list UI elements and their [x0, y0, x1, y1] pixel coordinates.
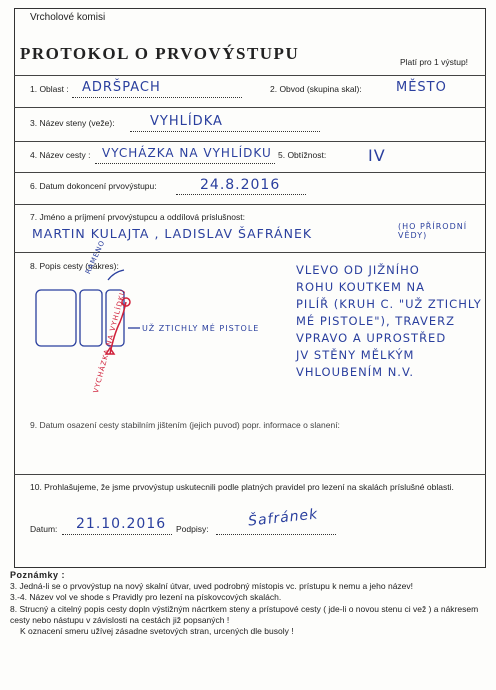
divider: [14, 75, 486, 76]
divider: [14, 172, 486, 173]
note-8b: K oznacení smeru užívej zásadne svetových stran, urcených dle busoly !: [20, 626, 294, 637]
field-4-label: 4. Název cesty :: [30, 150, 91, 160]
validity-note: Platí pro 1 výstup!: [400, 57, 469, 67]
route-description: [296, 262, 482, 381]
date-dots: [62, 534, 172, 535]
note-8: 8. Strucný a citelný popis cesty dopln výstižným nácrtkem steny a prístupové cesty ( jde-li o novou stenu ci vež ) a nákresem cesty nebo nástupu v závislosti na cestách již popsaných !: [10, 603, 479, 625]
sketch-label-rameno: RAMENO: [84, 238, 107, 276]
signature-label: Podpisy:: [176, 524, 209, 534]
org-name: Vrcholové komisi: [30, 12, 106, 23]
field-9-label: 9. Datum osazení cesty stabilním jištením (jejich puvod) popr. informace o slanení:: [30, 420, 340, 430]
note-3: 3. Jedná-li se o prvovýstup na nový skalní útvar, uved podrobný místopis vc. prístupu k nemu a jeho název!: [10, 581, 414, 592]
field-3-value: VYHLÍDKA: [150, 114, 223, 129]
field-7-note: (HO PŘÍRODNÍ VĚDY): [398, 222, 468, 240]
field-8-label: 8. Popis cesty (nákres):: [30, 261, 119, 271]
field-7-label: 7. Jméno a príjmení prvovýstupcu a oddílová príslušnost:: [30, 212, 245, 222]
rock-block-left: [36, 290, 76, 346]
field-6-value: 24.8.2016: [200, 177, 281, 193]
field-2-label: 2. Obvod (skupina skal):: [270, 84, 362, 94]
notes-heading: Poznámky :: [10, 570, 66, 580]
field-5-value: IV: [368, 146, 386, 165]
field-6-dots: [176, 194, 306, 195]
field-1-label: 1. Oblast :: [30, 84, 69, 94]
field-1-value: ADRŠPACH: [82, 80, 161, 95]
date-value: 21.10.2016: [76, 516, 167, 532]
date-label: Datum:: [30, 524, 58, 534]
divider: [14, 474, 486, 475]
page-title: PROTOKOL O PRVOVÝSTUPU: [20, 44, 300, 63]
divider: [14, 252, 486, 253]
route-description-line: VHLOUBENÍM N.V.: [296, 365, 415, 379]
divider: [14, 204, 486, 205]
field-7-value: MARTIN KULAJTA , LADISLAV ŠAFRÁNEK: [32, 226, 313, 241]
note-3-4: 3.-4. Název vol ve shode s Pravidly pro lezení na pískovcových skalách.: [10, 592, 282, 603]
signature: Šafránek: [247, 506, 319, 530]
notes-section: [10, 570, 480, 637]
sketch-label-ring: UŽ ZTICHLY MÉ PISTOLE: [142, 324, 260, 333]
pointer-line: [108, 270, 124, 280]
field-1-dots: [72, 97, 242, 98]
field-6-label: 6. Datum dokoncení prvovýstupu:: [30, 181, 157, 191]
field-10-statement: 10. Prohlašujeme, že jsme prvovýstup uskutecnili podle platných pravidel pro lezení na skalách príslušné oblasti.: [30, 482, 454, 492]
divider: [14, 141, 486, 142]
rock-block-middle: [80, 290, 102, 346]
field-2-value: MĚSTO: [396, 80, 447, 95]
divider: [14, 107, 486, 108]
signature-dots: [216, 534, 336, 535]
route-description-line: VPRAVO A UPROSTŘED: [296, 331, 447, 345]
route-description-line: MÉ PISTOLE"), TRAVERZ: [296, 314, 455, 328]
field-5-label: 5. Obtížnost:: [278, 150, 327, 160]
field-3-dots: [130, 131, 320, 132]
route-description-line: ROHU KOUTKEM NA: [296, 280, 426, 294]
route-description-line: PILÍŘ (KRUH C. "UŽ ZTICHLY: [296, 297, 482, 311]
field-4-value: VYCHÁZKA NA VYHLÍDKU: [102, 146, 272, 160]
sketch-label-route: VYCHÁZKA NA VYHLÍDKU: [92, 288, 128, 395]
field-4-dots: [95, 163, 275, 164]
route-description-line: JV STĚNY MĚLKÝM: [296, 348, 415, 362]
route-sketch: [28, 262, 288, 422]
field-3-label: 3. Název steny (veže):: [30, 118, 115, 128]
route-description-line: VLEVO OD JIŽNÍHO: [296, 263, 420, 277]
